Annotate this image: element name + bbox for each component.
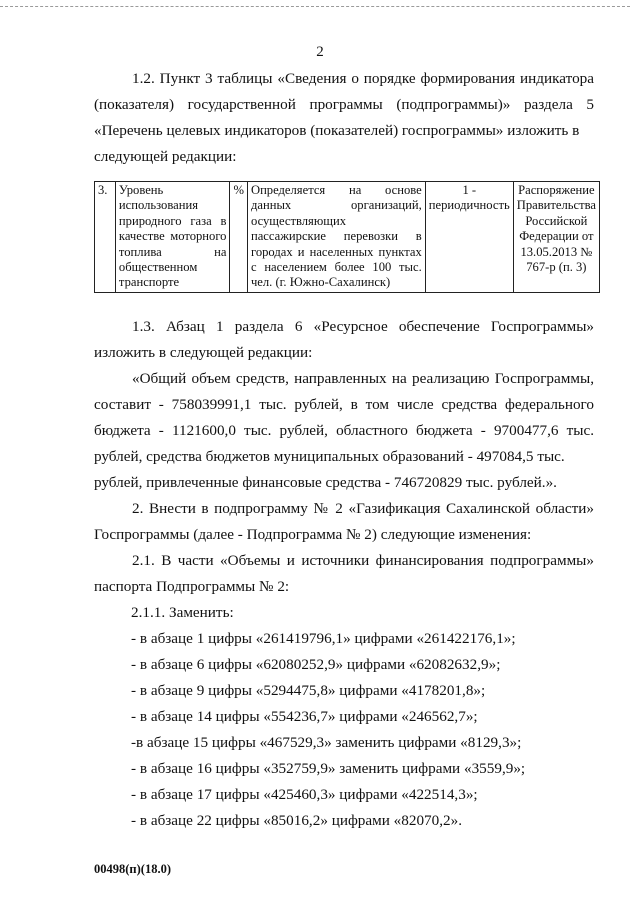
indicator-table bbox=[94, 181, 600, 293]
list-item: -в абзаце 15 цифры «467529,3» заменить цифрами «8129,3»; bbox=[131, 734, 522, 751]
list-item: - в абзаце 16 цифры «352759,9» заменить цифрами «3559,9»; bbox=[131, 760, 526, 777]
paragraph-2-1-continuation: паспорта Подпрограммы № 2: bbox=[94, 578, 290, 595]
paragraph-2-1-1: 2.1.1. Заменить: bbox=[131, 604, 234, 621]
paragraph-2: 2. Внести в подпрограмму № 2 «Газификация Сахалинской области» Госпрограммы (далее - Подпрограмма № 2) следующие изменения: bbox=[94, 500, 594, 543]
paragraph-1-2-last-line: следующей редакции: bbox=[94, 148, 237, 165]
list-item: - в абзаце 1 цифры «261419796,1» цифрами «261422176,1»; bbox=[131, 630, 516, 647]
table-cell-unit: % bbox=[230, 182, 248, 293]
paragraph-1-3-continuation: изложить в следующей редакции: bbox=[94, 344, 313, 361]
list-item: - в абзаце 17 цифры «425460,3» цифрами «422514,3»; bbox=[131, 786, 478, 803]
document-footer-code: 00498(п)(18.0) bbox=[94, 862, 171, 876]
paragraph-1-3: 1.3. Абзац 1 раздела 6 «Ресурсное обеспечение Госпрограммы» bbox=[132, 318, 594, 335]
scan-top-edge bbox=[0, 6, 630, 7]
list-item: - в абзаце 14 цифры «554236,7» цифрами «246562,7»; bbox=[131, 708, 478, 725]
list-item: - в абзаце 22 цифры «85016,2» цифрами «82070,2». bbox=[131, 812, 463, 829]
page-number: 2 bbox=[316, 44, 324, 60]
table-row bbox=[95, 182, 600, 293]
quoted-paragraph: «Общий объем средств, направленных на реализацию Госпрограммы, составит - 758039991,1 тыс. рублей, в том числе средства федерального бюджета - 1121600,0 тыс. рублей, областного бюджета - 9700477,6 тыс. рублей, средства бюджетов муниципальных образований - 497084,5 тыс. bbox=[94, 370, 594, 465]
table-cell-indicator: Уровень использования природного газа в качестве моторного топлива на общественном транспорте bbox=[115, 182, 230, 293]
paragraph-2-1: 2.1. В части «Объемы и источники финансирования подпрограммы» bbox=[132, 552, 594, 569]
table-cell-number: 3. bbox=[95, 182, 116, 293]
list-item: - в абзаце 6 цифры «62080252,9» цифрами «62082632,9»; bbox=[131, 656, 501, 673]
table-cell-periodicity: 1 - периодичность bbox=[425, 182, 513, 293]
list-item: - в абзаце 9 цифры «5294475,8» цифрами «4178201,8»; bbox=[131, 682, 486, 699]
paragraph-1-2: 1.2. Пункт 3 таблицы «Сведения о порядке формирования индикатора (показателя) государственной программы (подпрограммы)» раздела 5 «Перечень целевых индикаторов (показателей) госпрограммы» изложить в bbox=[94, 70, 594, 139]
quoted-paragraph-last-line: рублей, привлеченные финансовые средства - 746720829 тыс. рублей.». bbox=[94, 474, 557, 491]
table-cell-method: Определяется на основе данных организаций, осуществляющих пассажирские перевозки в городах и населенных пунктах с населением более 100 тыс. чел. (г. Южно-Сахалинск) bbox=[247, 182, 425, 293]
table-cell-source: Распоряжение Правительства Российской Федерации от 13.05.2013 № 767-р (п. 3) bbox=[513, 182, 599, 293]
